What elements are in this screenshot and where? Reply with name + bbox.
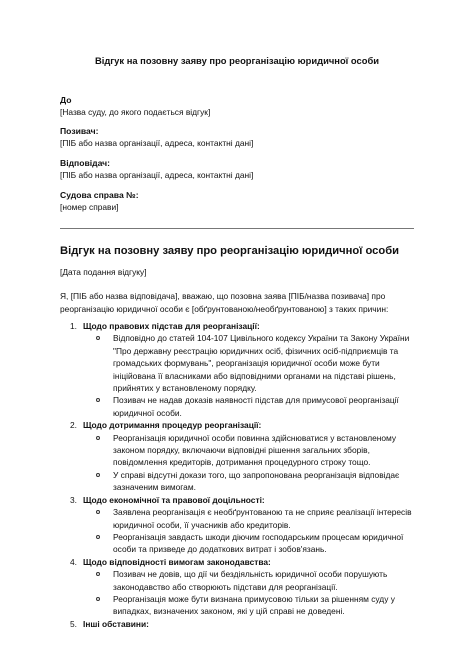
recipient-block <box>60 94 420 118</box>
bullet-icon <box>96 597 100 601</box>
argument-point: Відповідно до статей 104-107 Цивільного кодексу України та Закону України "Про державну реєстрацію юридичних осіб, фізичних осіб-підприємців та громадських формувань", реорганізація юридичної особи може бути ініційована її власниками або відповідними органами на підставі рішень, прийнятих у встановленому порядку. <box>83 332 416 394</box>
argument-points <box>83 332 416 419</box>
recipient-label: До <box>60 95 72 105</box>
argument-item <box>60 556 416 618</box>
bullet-icon <box>96 398 100 402</box>
argument-points <box>83 432 416 494</box>
intro-paragraph: Я, [ПІБ або назва відповідача], вважаю, що позовна заява [ПІБ/назва позивача] про реорганізацію юридичної особи є [обґрунтованою/необґрунтованою] з таких причин: <box>60 291 389 314</box>
argument-item <box>60 320 416 419</box>
document-title: Відгук на позовну заяву про реорганізацію юридичної особи <box>94 55 380 66</box>
argument-number: 5. <box>70 618 77 629</box>
bullet-icon <box>96 436 100 440</box>
argument-number: 1. <box>70 321 77 331</box>
plaintiff-block <box>60 125 420 149</box>
bullet-icon <box>96 336 100 340</box>
argument-point: Заявлена реорганізація є необґрунтованою та не сприяє реалізації інтересів юридичної особи, її учасників або кредиторів. <box>83 506 416 531</box>
bullet-icon <box>96 535 100 539</box>
defendant-label: Відповідач: <box>60 158 111 168</box>
argument-point: Позивач не надав доказів наявності підстав для примусової реорганізації юридичної особи. <box>83 394 416 419</box>
argument-item <box>60 494 416 556</box>
argument-title: Щодо економічної та правової доцільності: <box>83 494 265 505</box>
argument-number: 3. <box>70 494 77 505</box>
argument-point: Позивач не довів, що дії чи бездіяльність юридичної особи порушують законодавство або створюють підстави для реорганізації. <box>83 568 416 593</box>
plaintiff-value: [ПІБ або назва організації, адреса, контактні дані] <box>60 138 254 148</box>
argument-number: 4. <box>70 556 77 567</box>
bullet-icon <box>96 473 100 477</box>
defendant-block <box>60 157 420 181</box>
argument-item <box>60 419 416 493</box>
case-value: [номер справи] <box>60 202 119 212</box>
bullet-icon <box>96 510 100 514</box>
bullet-icon <box>96 572 100 576</box>
argument-title: Щодо правових підстав для реорганізації: <box>83 321 260 331</box>
argument-item <box>60 618 416 630</box>
argument-title: Щодо дотримання процедур реорганізації: <box>83 420 262 431</box>
section-heading: Відгук на позовну заяву про реорганізацію юридичної особи <box>60 245 399 257</box>
argument-number: 2. <box>70 420 77 431</box>
argument-point: Реорганізація може бути визнана примусовою тільки за рішенням суду у випадках, визначених законом, які у цій справі не доведені. <box>83 593 416 618</box>
argument-title: Щодо відповідності вимогам законодавства: <box>83 556 271 567</box>
case-block <box>60 189 420 213</box>
argument-points <box>83 506 416 556</box>
argument-point: Реорганізація завдасть шкоди діючим господарським процесам юридичної особи та призведе до додаткових витрат і зобов'язань. <box>83 531 416 556</box>
argument-points <box>83 568 416 618</box>
submission-date: [Дата подання відгуку] <box>60 267 147 277</box>
defendant-value: [ПІБ або назва організації, адреса, контактні дані] <box>60 170 254 180</box>
arguments-list <box>60 320 416 630</box>
argument-title: Інші обставини: <box>83 618 149 629</box>
argument-point: Реорганізація юридичної особи повинна здійснюватися у встановленому законом порядку, включаючи відповідні рішення загальних зборів, повідомлення кредиторів, дотримання процедурного строку тощо. <box>83 432 416 469</box>
recipient-value: [Назва суду, до якого подається відгук] <box>60 107 211 117</box>
plaintiff-label: Позивач: <box>60 126 99 136</box>
case-label: Судова справа №: <box>60 190 139 200</box>
argument-point: У справі відсутні докази того, що запропонована реорганізація відповідає зазначеним вимогам. <box>83 469 416 494</box>
divider <box>60 228 414 229</box>
